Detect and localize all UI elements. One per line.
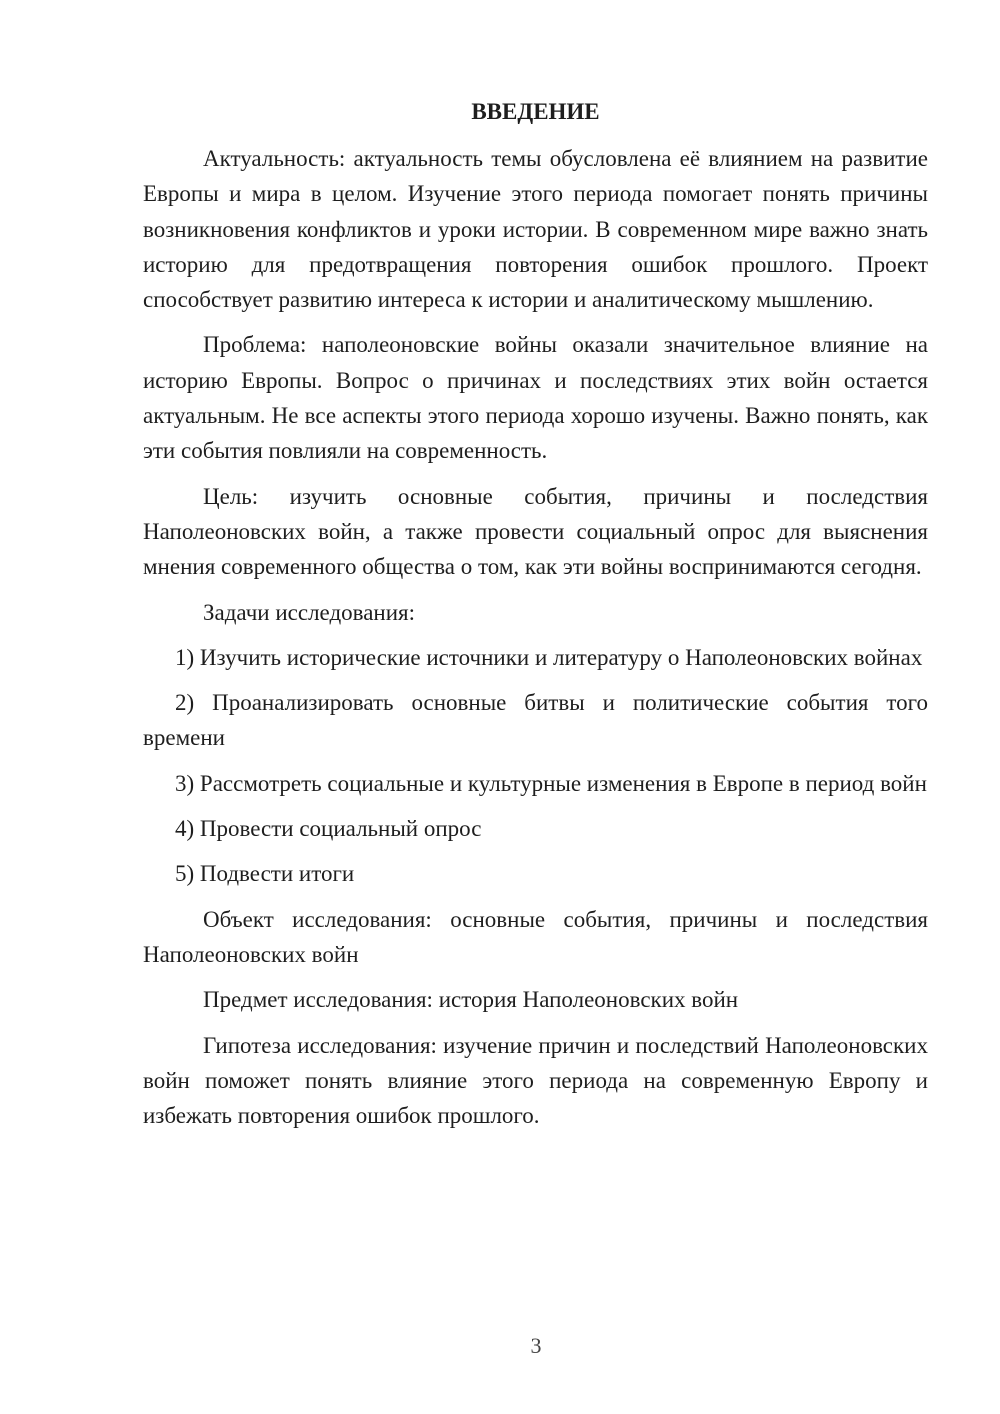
problem-paragraph: Проблема: наполеоновские войны оказали значительное влияние на историю Европы. Вопрос о причинах и последствиях этих войн остается актуальным. Не все аспекты этого периода хорошо изучены. Важно понять, как эти события повлияли на современность. xyxy=(143,332,928,464)
page-number: 3 xyxy=(530,1333,542,1358)
page-title: ВВЕДЕНИЕ xyxy=(471,99,600,124)
relevance-paragraph: Актуальность: актуальность темы обусловлена её влиянием на развитие Европы и мира в целом. Изучение этого периода помогает понять причины возникновения конфликтов и уроки истории. В современном мире важно знать историю для предотвращения повторения ошибок прошлого. Проект способствует развитию интереса к истории и аналитическому мышлению. xyxy=(143,146,928,313)
task-item: 3) Рассмотреть социальные и культурные изменения в Европе в период войн xyxy=(175,770,927,796)
document-page xyxy=(143,94,928,1133)
tasks-heading: Задачи исследования: xyxy=(203,599,416,625)
object-paragraph: Объект исследования: основные события, причины и последствия Наполеоновских войн xyxy=(143,906,928,967)
goal-paragraph: Цель: изучить основные события, причины и последствия Наполеоновских войн, а также провести социальный опрос для выяснения мнения современного общества о том, как эти войны воспринимаются сегодня. xyxy=(143,483,928,580)
tasks-list xyxy=(143,640,928,892)
task-item: 4) Провести социальный опрос xyxy=(175,816,482,842)
hypothesis-paragraph: Гипотеза исследования: изучение причин и последствий Наполеоновских войн поможет понять влияние этого периода на современную Европу и избежать повторения ошибок прошлого. xyxy=(143,1032,928,1129)
task-item: 2) Проанализировать основные битвы и политические события того времени xyxy=(143,690,928,751)
subject-paragraph: Предмет исследования: история Наполеоновских войн xyxy=(203,987,739,1013)
task-item: 5) Подвести итоги xyxy=(175,861,355,887)
task-item: 1) Изучить исторические источники и литературу о Наполеоновских войнах xyxy=(175,644,923,670)
